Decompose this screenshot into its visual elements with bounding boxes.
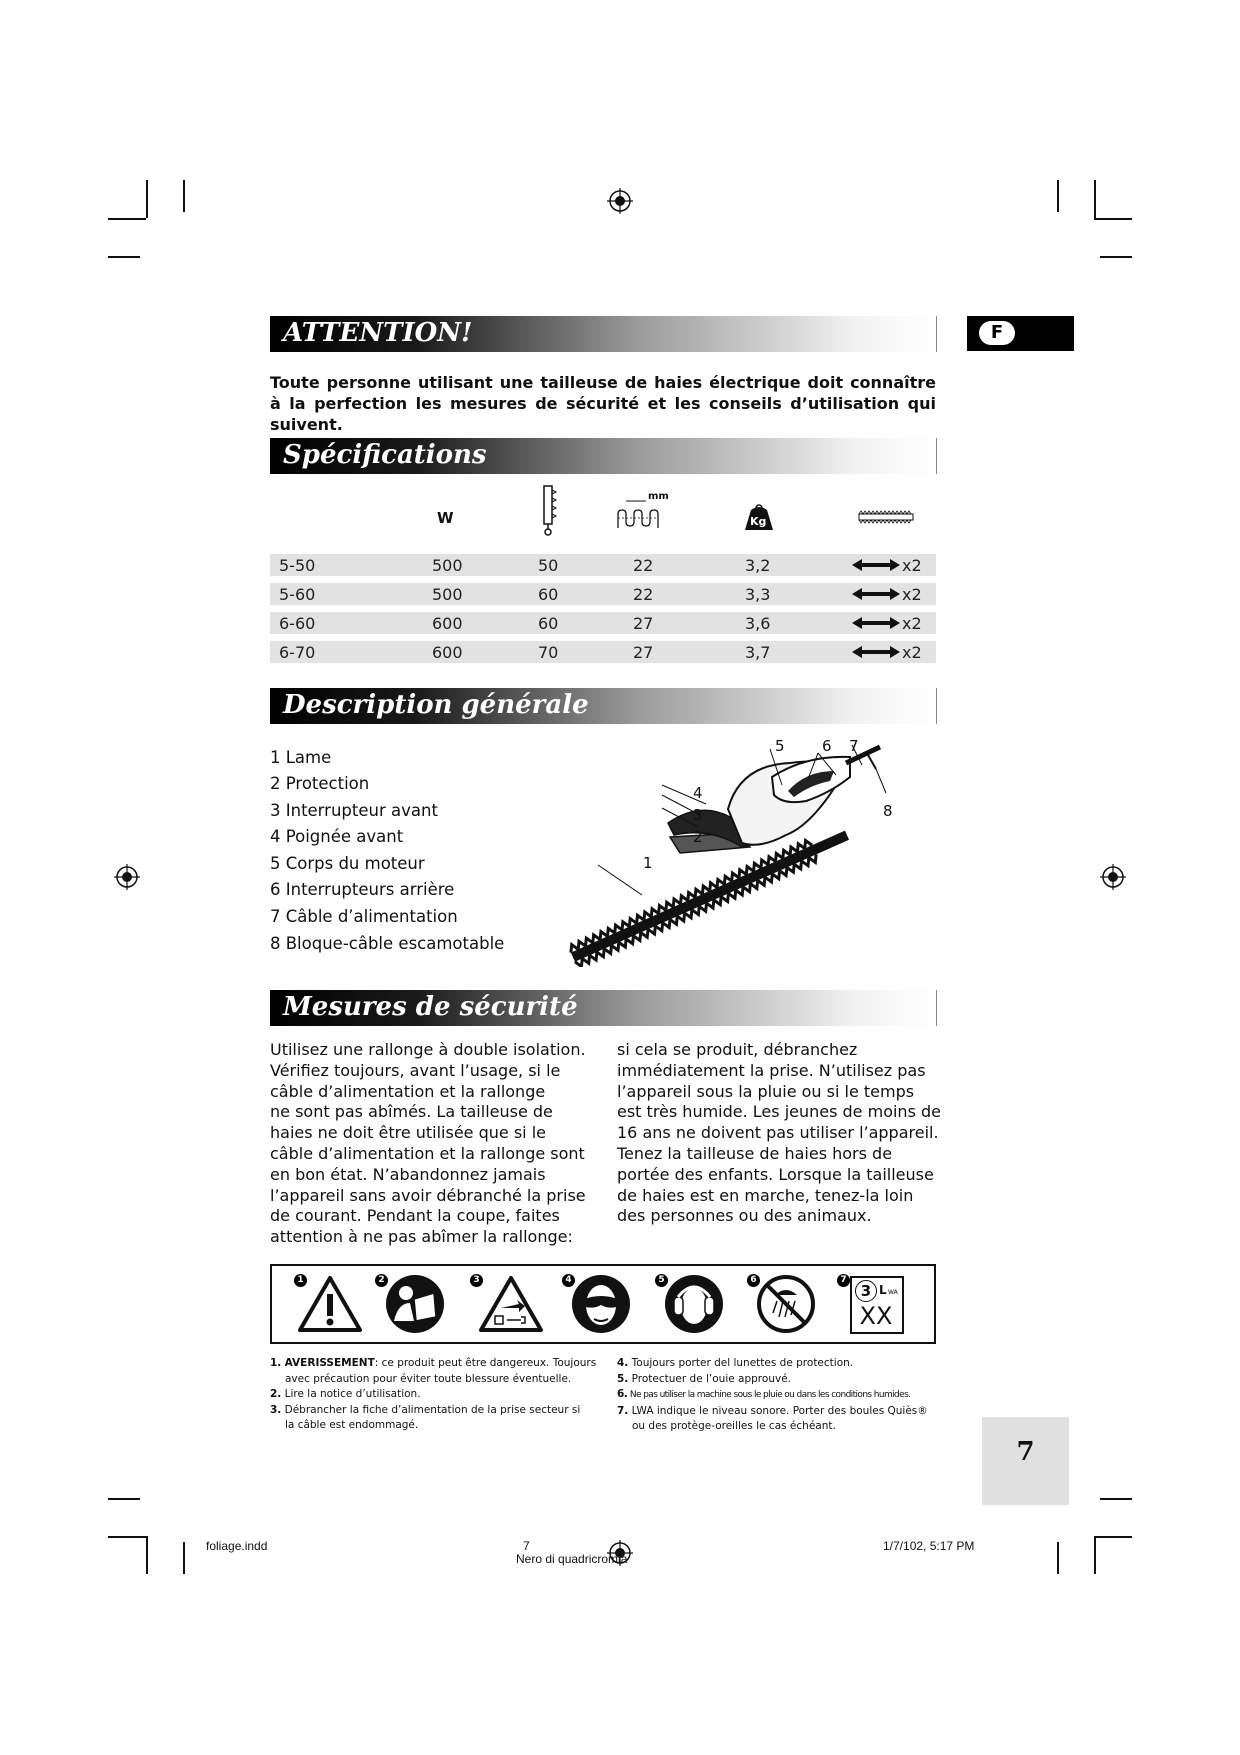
note-number: 2. bbox=[270, 1388, 282, 1400]
attention-title: ATTENTION! bbox=[283, 318, 473, 348]
callout-2: 2 bbox=[693, 828, 703, 846]
safety-text-col1 bbox=[270, 1040, 600, 1248]
note-number: 3. bbox=[270, 1403, 282, 1416]
footer-page: 7 bbox=[523, 1539, 530, 1553]
description-header bbox=[270, 688, 937, 724]
lwa-badge bbox=[850, 1276, 904, 1334]
spec-model: 5-60 bbox=[279, 585, 316, 604]
spec-row bbox=[270, 641, 936, 663]
note-text: Lire la notice d’utilisation. bbox=[284, 1388, 421, 1400]
safety-line: est très humide. Les jeunes de moins de bbox=[617, 1102, 941, 1122]
note-text: : ce produit peut être dangereux. Toujours bbox=[374, 1357, 597, 1369]
page-number-tab bbox=[982, 1417, 1069, 1505]
safety-line: l’appareil sous la pluie ou si le temps bbox=[617, 1081, 915, 1101]
spec-row bbox=[270, 554, 936, 576]
spec-weight: 3,3 bbox=[745, 585, 771, 604]
callout-1: 1 bbox=[643, 854, 653, 872]
ear-protection-icon bbox=[663, 1273, 725, 1335]
description-item: 8 Bloque-câble escamotable bbox=[270, 934, 505, 953]
description-title: Description générale bbox=[283, 690, 589, 720]
safety-line: immédiatement la prise. N’utilisez pas bbox=[617, 1060, 926, 1080]
spec-edge: x2 bbox=[902, 556, 922, 575]
language-tab-label: F bbox=[979, 321, 1015, 345]
safety-text-col2 bbox=[617, 1040, 947, 1227]
description-item: 3 Interrupteur avant bbox=[270, 801, 438, 820]
spec-cut: 22 bbox=[633, 585, 654, 604]
note-item bbox=[270, 1403, 600, 1419]
spec-model: 6-60 bbox=[279, 614, 316, 633]
description-item: 2 Protection bbox=[270, 774, 370, 793]
note-number: 5. bbox=[617, 1372, 629, 1385]
note-item bbox=[617, 1387, 957, 1404]
safety-line: l’appareil sans avoir débranché la prise bbox=[270, 1185, 586, 1205]
pictogram-number: 2 bbox=[375, 1274, 388, 1287]
safety-pictograms bbox=[270, 1264, 936, 1344]
safety-line: Utilisez une rallonge à double isolation. bbox=[270, 1040, 586, 1059]
footer-color: Nero di quadricromia bbox=[516, 1552, 628, 1566]
pictogram-number: 6 bbox=[747, 1274, 760, 1287]
spec-model: 5-50 bbox=[279, 556, 316, 575]
note-number: 7. bbox=[617, 1404, 629, 1417]
spec-watts: 600 bbox=[432, 643, 463, 662]
spec-mm-label: mm bbox=[648, 491, 669, 502]
callout-3: 3 bbox=[693, 806, 703, 824]
double-arrow-icon bbox=[852, 559, 900, 571]
pictogram-number: 4 bbox=[562, 1274, 575, 1287]
spec-watts: 500 bbox=[432, 585, 463, 604]
note-continuation: ou des protège-oreilles le cas échéant. bbox=[632, 1420, 836, 1432]
note-item bbox=[270, 1387, 600, 1403]
description-item: 1 Lame bbox=[270, 748, 332, 767]
safety-line: haies ne doit être utilisée que si le bbox=[270, 1123, 546, 1143]
spec-edge: x2 bbox=[902, 614, 922, 633]
hedge-trimmer-illustration bbox=[550, 735, 910, 967]
note-text: Protectuer de l’ouie approuvé. bbox=[631, 1372, 791, 1385]
spec-kg-label: Kg bbox=[750, 515, 767, 528]
lwa-sub: WA bbox=[888, 1289, 898, 1296]
callout-5: 5 bbox=[775, 737, 785, 755]
spec-watts: 500 bbox=[432, 556, 463, 575]
note-text: Toujours porter del lunettes de protection. bbox=[631, 1357, 854, 1369]
description-item: 6 Interrupteurs arrière bbox=[270, 880, 455, 899]
eye-protection-icon bbox=[570, 1273, 632, 1335]
notes-left bbox=[270, 1356, 600, 1434]
note-continuation: avec précaution pour éviter toute blessure éventuelle. bbox=[285, 1372, 572, 1385]
note-number: 1. bbox=[270, 1357, 282, 1369]
unplug-warning-icon bbox=[477, 1274, 545, 1334]
registration-mark-top-icon bbox=[607, 188, 633, 214]
note-item bbox=[270, 1356, 600, 1372]
spec-blade: 60 bbox=[538, 585, 559, 604]
spec-blade: 60 bbox=[538, 614, 559, 633]
blade-length-icon bbox=[538, 484, 558, 536]
safety-header bbox=[270, 990, 937, 1026]
double-arrow-icon bbox=[852, 646, 900, 658]
callout-4: 4 bbox=[693, 784, 703, 802]
spec-cut: 27 bbox=[633, 614, 654, 633]
pictogram-number: 1 bbox=[294, 1274, 307, 1287]
description-item: 5 Corps du moteur bbox=[270, 854, 425, 873]
safety-title: Mesures de sécurité bbox=[283, 992, 578, 1022]
safety-line: des personnes ou des animaux. bbox=[617, 1206, 872, 1226]
double-edge-blade-icon bbox=[857, 510, 915, 524]
safety-line: attention à ne pas abîmer la rallonge: bbox=[270, 1227, 573, 1247]
callout-7: 7 bbox=[849, 737, 859, 755]
note-text: Débrancher la fiche d’alimentation de la prise secteur si bbox=[284, 1403, 581, 1416]
safety-line: Vérifiez toujours, avant l’usage, si le bbox=[270, 1060, 561, 1080]
no-rain-icon bbox=[755, 1273, 817, 1335]
safety-line: ne sont pas abîmés. La tailleuse de bbox=[270, 1102, 553, 1122]
cutting-capacity-icon bbox=[616, 498, 660, 532]
spec-weight: 3,7 bbox=[745, 643, 771, 662]
spec-weight: 3,2 bbox=[745, 556, 771, 575]
lwa-number: 3 bbox=[855, 1280, 877, 1302]
specifications-header bbox=[270, 438, 937, 474]
lwa-value: XX bbox=[859, 1302, 893, 1330]
safety-line: câble d’alimentation et la rallonge sont bbox=[270, 1143, 585, 1163]
safety-line: de courant. Pendant la coupe, faites bbox=[270, 1206, 560, 1226]
page-number: 7 bbox=[1016, 1437, 1035, 1467]
registration-mark-right-icon bbox=[1100, 864, 1126, 890]
spec-cut: 22 bbox=[633, 556, 654, 575]
footer-date: 1/7/102, 5:17 PM bbox=[883, 1539, 975, 1553]
safety-line: portée des enfants. Lorsque la tailleuse bbox=[617, 1164, 934, 1184]
warning-triangle-icon bbox=[296, 1274, 364, 1334]
note-text: LWA indique le niveau sonore. Porter des boules Quiès® bbox=[631, 1404, 928, 1417]
spec-weight: 3,6 bbox=[745, 614, 771, 633]
spec-power-label: W bbox=[437, 509, 454, 527]
lwa-label: L bbox=[879, 1283, 887, 1297]
note-item bbox=[617, 1356, 957, 1372]
note-item bbox=[617, 1404, 957, 1420]
pictogram-number: 7 bbox=[837, 1274, 850, 1287]
spec-watts: 600 bbox=[432, 614, 463, 633]
safety-line: de haies est en marche, tenez-la loin bbox=[617, 1185, 914, 1205]
spec-row bbox=[270, 612, 936, 634]
spec-row bbox=[270, 583, 936, 605]
read-manual-icon bbox=[384, 1273, 446, 1335]
safety-line: Tenez la tailleuse de haies hors de bbox=[617, 1143, 893, 1163]
spec-cut: 27 bbox=[633, 643, 654, 662]
double-arrow-icon bbox=[852, 588, 900, 600]
safety-line: si cela se produit, débranchez bbox=[617, 1040, 858, 1059]
note-continuation: la câble est endommagé. bbox=[285, 1419, 419, 1431]
notes-right bbox=[617, 1356, 957, 1435]
safety-line: câble d’alimentation et la rallonge bbox=[270, 1081, 546, 1101]
spec-blade: 70 bbox=[538, 643, 559, 662]
spec-edge: x2 bbox=[902, 585, 922, 604]
callout-6: 6 bbox=[822, 737, 832, 755]
callout-8: 8 bbox=[883, 802, 893, 820]
footer-file: foliage.indd bbox=[206, 1539, 268, 1553]
note-number: 6. bbox=[617, 1388, 628, 1400]
language-tab bbox=[967, 316, 1074, 351]
double-arrow-icon bbox=[852, 617, 900, 629]
note-number: 4. bbox=[617, 1357, 629, 1369]
description-item: 4 Poignée avant bbox=[270, 827, 404, 846]
note-bold: AVERISSEMENT bbox=[284, 1357, 375, 1369]
attention-header bbox=[270, 316, 937, 352]
attention-intro: Toute personne utilisant une tailleuse de haies électrique doit connaître à la perfection les mesures de sécurité et les conseils d’utilisation qui suivent. bbox=[270, 373, 936, 434]
safety-line: en bon état. N’abandonnez jamais bbox=[270, 1164, 546, 1184]
pictogram-number: 5 bbox=[655, 1274, 668, 1287]
description-item: 7 Câble d’alimentation bbox=[270, 907, 458, 926]
spec-edge: x2 bbox=[902, 643, 922, 662]
registration-mark-left-icon bbox=[114, 864, 140, 890]
safety-line: 16 ans ne doivent pas utiliser l’appareil. bbox=[617, 1123, 939, 1143]
spec-model: 6-70 bbox=[279, 643, 316, 662]
specifications-title: Spécifications bbox=[283, 440, 487, 470]
spec-blade: 50 bbox=[538, 556, 559, 575]
note-item bbox=[617, 1372, 957, 1388]
note-text: Ne pas utiliser la machine sous le pluie ou dans les conditions humides. bbox=[629, 1390, 911, 1400]
pictogram-number: 3 bbox=[470, 1274, 483, 1287]
